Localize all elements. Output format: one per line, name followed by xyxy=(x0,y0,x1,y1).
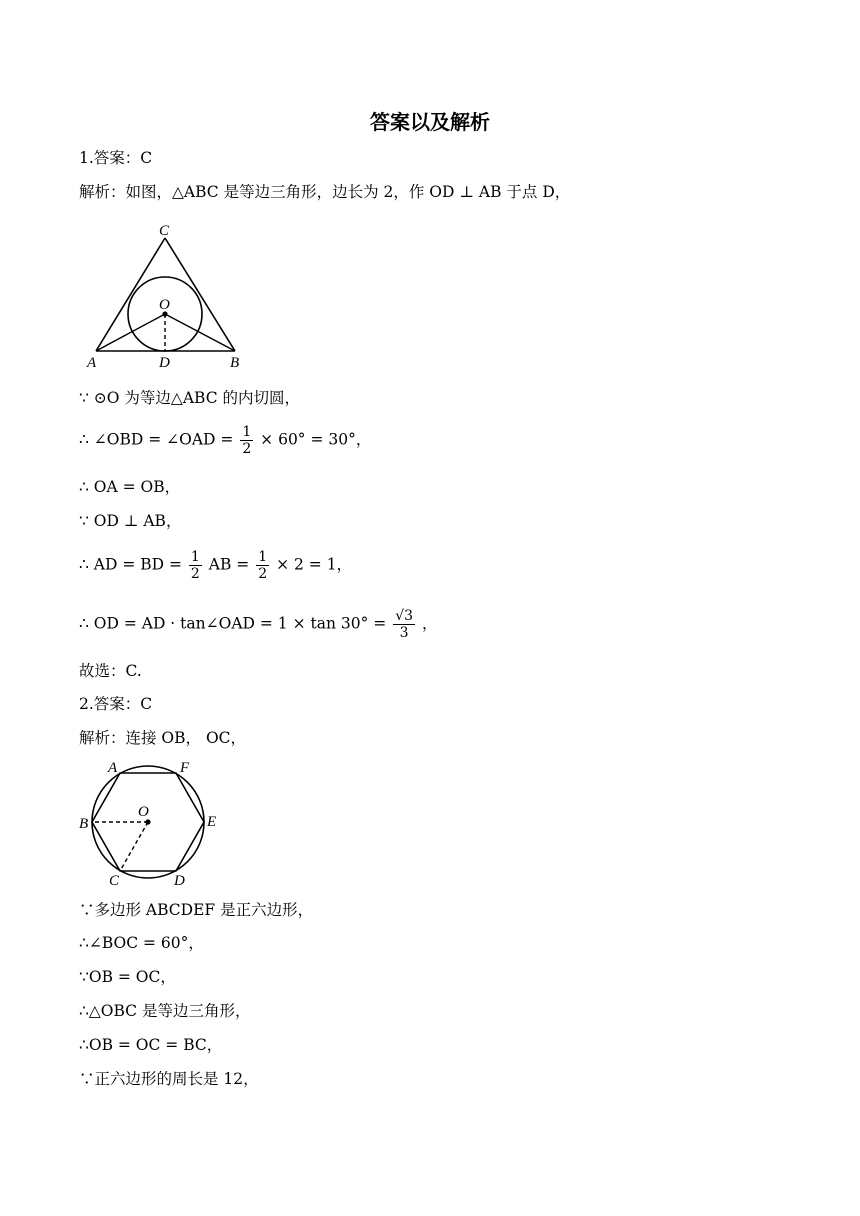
q2-step2: ∴∠BOC = 60°， xyxy=(79,934,204,952)
q1-step6-left: ∴ OD = AD · tan∠OAD = 1 × tan 30° = xyxy=(79,614,387,633)
label-b: B xyxy=(230,355,240,371)
q2-step4: ∴△OBC 是等边三角形， xyxy=(79,1002,251,1020)
fraction-sqrt3-over-3: $\frac{√3}{3}$ xyxy=(395,608,414,641)
segment-oc-dashed xyxy=(120,822,148,871)
q2-analysis-line: 解析：连接 OB， OC， xyxy=(79,729,247,747)
label-a: A xyxy=(108,760,118,776)
fraction-one-half: $\frac{1}{2}$ xyxy=(258,549,268,582)
q1-step5-mid: AB = xyxy=(208,555,250,574)
segment-oa xyxy=(96,314,165,351)
label-o: O xyxy=(138,804,149,820)
q1-step2 xyxy=(79,424,371,457)
q1-analysis-prefix: 解析：如图， xyxy=(79,183,173,201)
fraction-one-half: $\frac{1}{2}$ xyxy=(190,549,200,582)
q1-step6-right: ， xyxy=(421,614,438,633)
q1-step4: ∵ OD ⊥ AB， xyxy=(79,512,182,530)
q2-step5: ∴OB = OC = BC， xyxy=(79,1036,223,1054)
q1-step2-right: × 60° = 30°， xyxy=(260,430,372,449)
triangle-side-ac xyxy=(96,238,165,351)
q2-step3: ∵OB = OC， xyxy=(79,968,176,986)
q1-incircle-triangle-figure xyxy=(84,218,254,373)
center-point-o xyxy=(145,819,150,824)
q1-step5 xyxy=(79,549,352,582)
label-c: C xyxy=(159,223,170,239)
label-a: A xyxy=(87,355,97,371)
q2-hexagon-figure xyxy=(76,756,226,890)
q1-step3: ∴ OA = OB， xyxy=(79,478,181,496)
q2-step6: ∵正六边形的周长是 12， xyxy=(79,1070,259,1088)
q1-step6 xyxy=(79,608,437,641)
q1-analysis-line xyxy=(79,181,570,203)
q1-analysis-rest: △ABC 是等边三角形，边长为 2，作 OD ⊥ AB 于点 D， xyxy=(172,183,571,201)
segment-ob xyxy=(165,314,235,351)
q1-step5-left: ∴ AD = BD = xyxy=(79,555,182,574)
q1-step1: ∵ ⊙O 为等边△ABC 的内切圆， xyxy=(79,389,300,407)
page-title: 答案以及解析 xyxy=(370,110,490,134)
fraction-one-half: $\frac{1}{2}$ xyxy=(242,424,252,457)
label-d: D xyxy=(159,355,170,371)
label-o: O xyxy=(159,297,170,313)
q2-answer-line: 2.答案：C xyxy=(79,695,153,713)
label-d: D xyxy=(174,873,185,889)
label-e: E xyxy=(207,814,217,830)
q2-step1: ∵多边形 ABCDEF 是正六边形， xyxy=(79,901,314,919)
label-c: C xyxy=(109,873,120,889)
q1-step2-left: ∴ ∠OBD = ∠OAD = xyxy=(79,430,234,449)
q1-choice: 故选：C. xyxy=(79,662,142,680)
triangle-side-bc xyxy=(165,238,235,351)
q1-step5-right: × 2 = 1， xyxy=(276,555,353,574)
label-f: F xyxy=(180,760,190,776)
q1-answer-line: 1.答案：C xyxy=(79,149,153,167)
label-b: B xyxy=(79,816,89,832)
